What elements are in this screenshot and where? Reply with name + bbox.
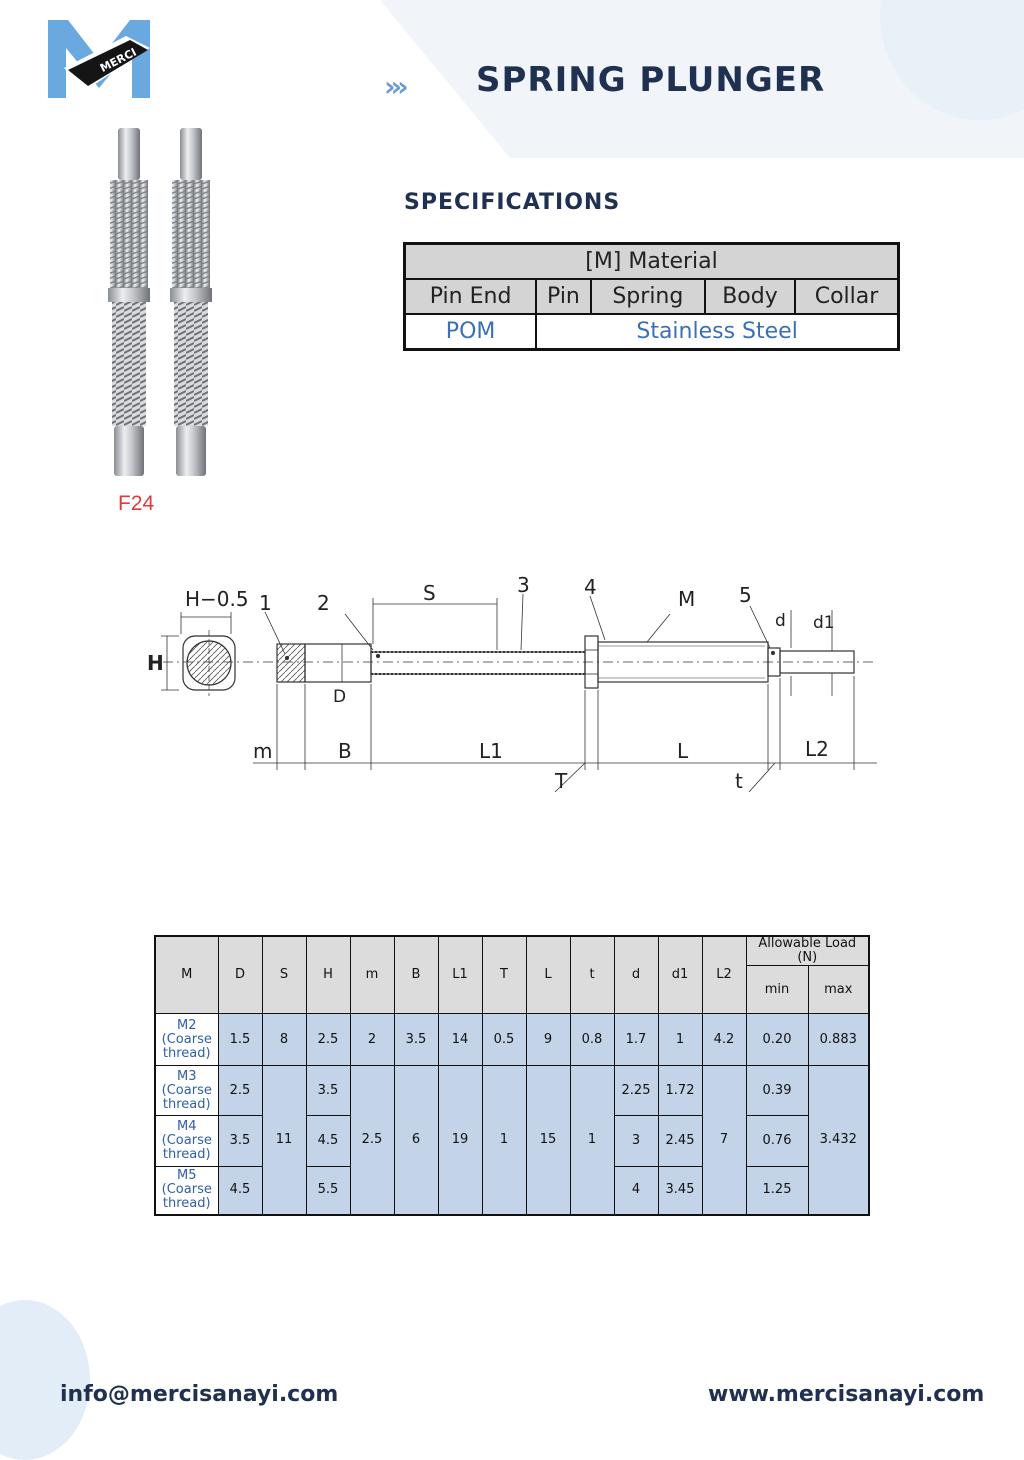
product-photo (100, 120, 220, 490)
material-col-pin-end: Pin End (405, 279, 537, 314)
header-t: t (570, 936, 614, 1014)
cell: 0.8 (570, 1014, 614, 1066)
cell-merged: 11 (262, 1066, 306, 1215)
cell-merged: 6 (394, 1066, 438, 1215)
label-5: 5 (739, 583, 752, 607)
material-col-body: Body (705, 279, 795, 314)
table-row (155, 1014, 869, 1066)
header-B: B (394, 936, 438, 1014)
label-d-big: D (333, 687, 347, 707)
cell: 9 (526, 1014, 570, 1066)
decorative-circle-bottom (0, 1300, 90, 1460)
specifications-heading: SPECIFICATIONS (404, 190, 621, 215)
row-m5-size: M5 (Coarse thread) (155, 1167, 218, 1215)
row-m3-size: M3 (Coarse thread) (155, 1066, 218, 1116)
cell: 1.7 (614, 1014, 658, 1066)
cell: 2.5 (218, 1066, 262, 1116)
header-m: m (350, 936, 394, 1014)
dimensions-table (154, 935, 870, 1216)
cell: 2.45 (658, 1116, 702, 1167)
cell: 1.72 (658, 1066, 702, 1116)
cell: 4 (614, 1167, 658, 1215)
header-L2: L2 (702, 936, 746, 1014)
cell: 2.25 (614, 1066, 658, 1116)
cell: 2 (350, 1014, 394, 1066)
label-s: S (423, 581, 436, 605)
cell: 4.5 (306, 1116, 350, 1167)
cell: 0.883 (808, 1014, 869, 1066)
cell: 4.5 (218, 1167, 262, 1215)
label-2: 2 (317, 591, 330, 615)
technical-drawing (135, 570, 895, 800)
cell-merged: 2.5 (350, 1066, 394, 1215)
header-load-min: min (746, 966, 808, 1014)
header-d: d (614, 936, 658, 1014)
cell: 2.5 (306, 1014, 350, 1066)
header-L: L (526, 936, 570, 1014)
label-l2: L2 (805, 737, 829, 761)
cell-merged: 3.432 (808, 1066, 869, 1215)
material-pin-end-value: POM (405, 314, 537, 350)
row-m4-size: M4 (Coarse thread) (155, 1116, 218, 1167)
logo-text: MERCI (97, 45, 139, 75)
label-4: 4 (584, 575, 597, 599)
header-S: S (262, 936, 306, 1014)
label-h-minus: H−0.5 (185, 587, 249, 611)
model-label: F24 (118, 492, 155, 515)
material-col-collar: Collar (795, 279, 898, 314)
label-t-lower: t (735, 769, 743, 793)
label-m-upper: M (678, 587, 696, 611)
header-L1: L1 (438, 936, 482, 1014)
cell: 3.45 (658, 1167, 702, 1215)
cell: 0.20 (746, 1014, 808, 1066)
header-d1: d1 (658, 936, 702, 1014)
header-D: D (218, 936, 262, 1014)
footer-website-link[interactable]: www.mercisanayi.com (708, 1382, 985, 1407)
material-col-spring: Spring (591, 279, 705, 314)
label-m-lower: m (253, 739, 273, 763)
header-T: T (482, 936, 526, 1014)
cell: 1.5 (218, 1014, 262, 1066)
label-l1: L1 (479, 739, 503, 763)
cell: 14 (438, 1014, 482, 1066)
table-row (155, 1066, 869, 1116)
cell-merged: 1 (482, 1066, 526, 1215)
header-H: H (306, 936, 350, 1014)
label-h: H (147, 651, 164, 675)
cell: 3.5 (394, 1014, 438, 1066)
material-table (403, 242, 900, 351)
material-stainless-value: Stainless Steel (536, 314, 898, 350)
merci-logo (46, 18, 152, 100)
cell: 0.5 (482, 1014, 526, 1066)
header-M: M (155, 936, 218, 1014)
cell: 4.2 (702, 1014, 746, 1066)
label-l: L (677, 739, 689, 763)
cell: 8 (262, 1014, 306, 1066)
material-header: [M] Material (405, 244, 899, 280)
label-b: B (338, 739, 352, 763)
cell-merged: 15 (526, 1066, 570, 1215)
cell: 5.5 (306, 1167, 350, 1215)
chevron-arrows-icon: ››› (384, 70, 404, 103)
row-m2-size: M2 (Coarse thread) (155, 1014, 218, 1066)
header-allowable-load: Allowable Load (N) (746, 936, 869, 966)
label-d-small: d (775, 611, 786, 631)
cell: 0.76 (746, 1116, 808, 1167)
cell: 1.25 (746, 1167, 808, 1215)
cell: 3 (614, 1116, 658, 1167)
material-col-pin: Pin (536, 279, 591, 314)
footer-email-link[interactable]: info@mercisanayi.com (60, 1382, 339, 1407)
cell: 3.5 (306, 1066, 350, 1116)
label-t-upper: T (555, 769, 568, 793)
cell: 3.5 (218, 1116, 262, 1167)
cell-merged: 1 (570, 1066, 614, 1215)
label-d1: d1 (813, 613, 835, 633)
header-load-max: max (808, 966, 869, 1014)
cell: 1 (658, 1014, 702, 1066)
label-1: 1 (259, 591, 272, 615)
page-title: SPRING PLUNGER (476, 60, 826, 100)
cell-merged: 19 (438, 1066, 482, 1215)
cell: 0.39 (746, 1066, 808, 1116)
cell-merged: 7 (702, 1066, 746, 1215)
label-3: 3 (517, 573, 530, 597)
